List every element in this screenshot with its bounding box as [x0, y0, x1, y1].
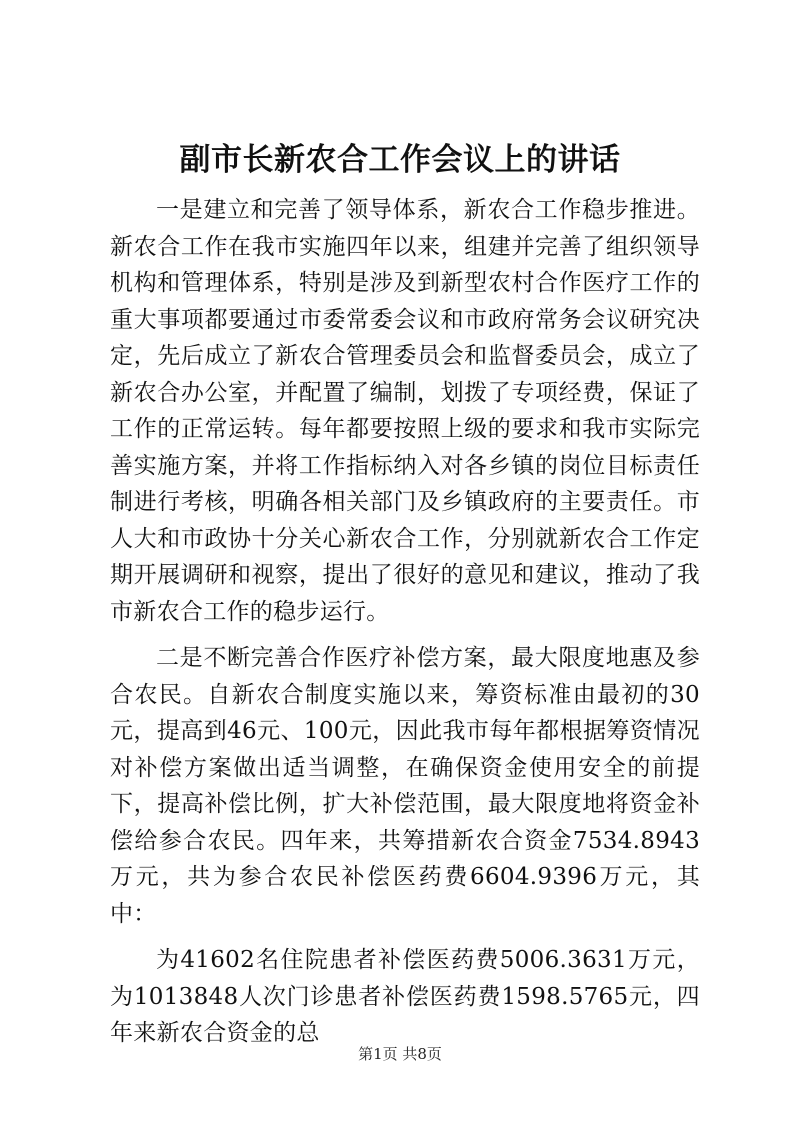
- paragraph-leadership-system: 一是建立和完善了领导体系，新农合工作稳步推进。新农合工作在我市实施四年以来，组建并完善了组织领导机构和管理体系，特别是涉及到新型农村合作医疗工作的重大事项都要通过市委常委会议和市政府常务会议研究决定，先后成立了新农合管理委员会和监督委员会，成立了新农合办公室，并配置了编制，划拨了专项经费，保证了工作的正常运转。每年都要按照上级的要求和我市实际完善实施方案，并将工作指标纳入对各乡镇的岗位目标责任制进行考核，明确各相关部门及乡镇政府的主要责任。市人大和市政协十分关心新农合工作，分别就新农合工作定期开展调研和视察，提出了很好的意见和建议，推动了我市新农合工作的稳步运行。: [110, 197, 700, 625]
- page-number-footer: 第1页 共8页: [358, 1045, 442, 1063]
- document-title: 副市长新农合工作会议上的讲话: [179, 142, 621, 178]
- document-body: [110, 192, 700, 1052]
- paragraph-compensation-plan: 二是不断完善合作医疗补偿方案，最大限度地惠及参合农民。自新农合制度实施以来，筹资标准由最初的30元，提高到46元、100元，因此我市每年都根据筹资情况对补偿方案做出适当调整，在确保资金使用安全的前提下，提高补偿比例，扩大补偿范围，最大限度地将资金补偿给参合农民。四年来，共筹措新农合资金7534.8943万元，共为参合农民补偿医药费6604.9396万元，其中：: [110, 645, 700, 927]
- paragraph-compensation-details: 为41602名住院患者补偿医药费5006.3631万元，为1013848人次门诊患者补偿医药费1598.5765元，四年来新农合资金的总: [110, 947, 700, 1046]
